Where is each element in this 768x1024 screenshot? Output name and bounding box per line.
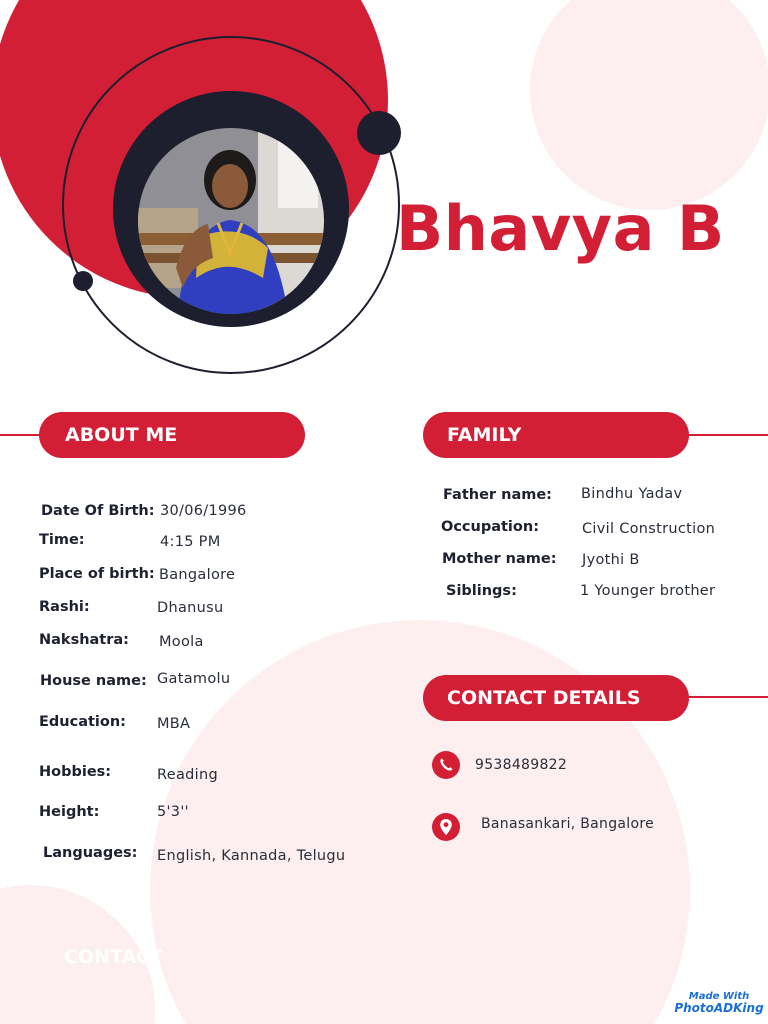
time-label: Time: xyxy=(39,532,85,548)
address: Banasankari, Bangalore xyxy=(481,816,655,832)
house-name-label: House name: xyxy=(40,673,147,689)
orbit-dot-large xyxy=(357,111,401,155)
occupation-label: Occupation: xyxy=(441,519,539,535)
height-value: 5'3'' xyxy=(157,804,189,820)
profile-photo xyxy=(138,128,324,314)
languages-label: Languages: xyxy=(43,845,138,861)
watermark xyxy=(672,992,766,1014)
rashi-value: Dhanusu xyxy=(157,600,224,616)
contact-details-heading: CONTACT DETAILS xyxy=(423,675,689,721)
languages-value: English, Kannada, Telugu xyxy=(157,848,346,864)
nakshatra-value: Moola xyxy=(159,634,204,650)
occupation-value: Civil Construction xyxy=(582,521,716,537)
siblings-label: Siblings: xyxy=(446,583,517,599)
hobbies-label: Hobbies: xyxy=(39,764,112,780)
time-value: 4:15 PM xyxy=(160,534,221,550)
blush-circle-top-right xyxy=(530,0,768,210)
nakshatra-label: Nakshatra: xyxy=(39,632,129,648)
orbit-dot-small xyxy=(73,271,93,291)
education-label: Education: xyxy=(39,714,126,730)
dob-value: 30/06/1996 xyxy=(160,503,247,519)
mother-name-label: Mother name: xyxy=(442,551,557,567)
height-label: Height: xyxy=(39,804,100,820)
watermark-line2: PhotoADKing xyxy=(674,1001,764,1015)
about-me-heading: ABOUT ME xyxy=(39,412,305,458)
profile-name: Bhavya B xyxy=(396,192,725,265)
place-of-birth-value: Bangalore xyxy=(159,567,236,583)
dob-label: Date Of Birth: xyxy=(41,503,155,519)
family-heading: FAMILY xyxy=(423,412,689,458)
education-value: MBA xyxy=(157,716,191,732)
rashi-label: Rashi: xyxy=(39,599,90,615)
watermark-line1: Made With xyxy=(688,991,750,1002)
hobbies-value: Reading xyxy=(157,767,218,783)
location-pin-icon xyxy=(432,813,460,841)
mother-name-value: Jyothi B xyxy=(582,552,640,568)
siblings-value: 1 Younger brother xyxy=(580,583,716,599)
phone-number[interactable]: 9538489822 xyxy=(475,757,568,773)
place-of-birth-label: Place of birth: xyxy=(39,566,155,582)
house-name-value: Gatamolu xyxy=(157,671,231,687)
ghost-contact-heading: CONTACT xyxy=(64,946,164,968)
father-name-label: Father name: xyxy=(443,487,552,503)
father-name-value: Bindhu Yadav xyxy=(581,486,683,502)
phone-icon xyxy=(432,751,460,779)
